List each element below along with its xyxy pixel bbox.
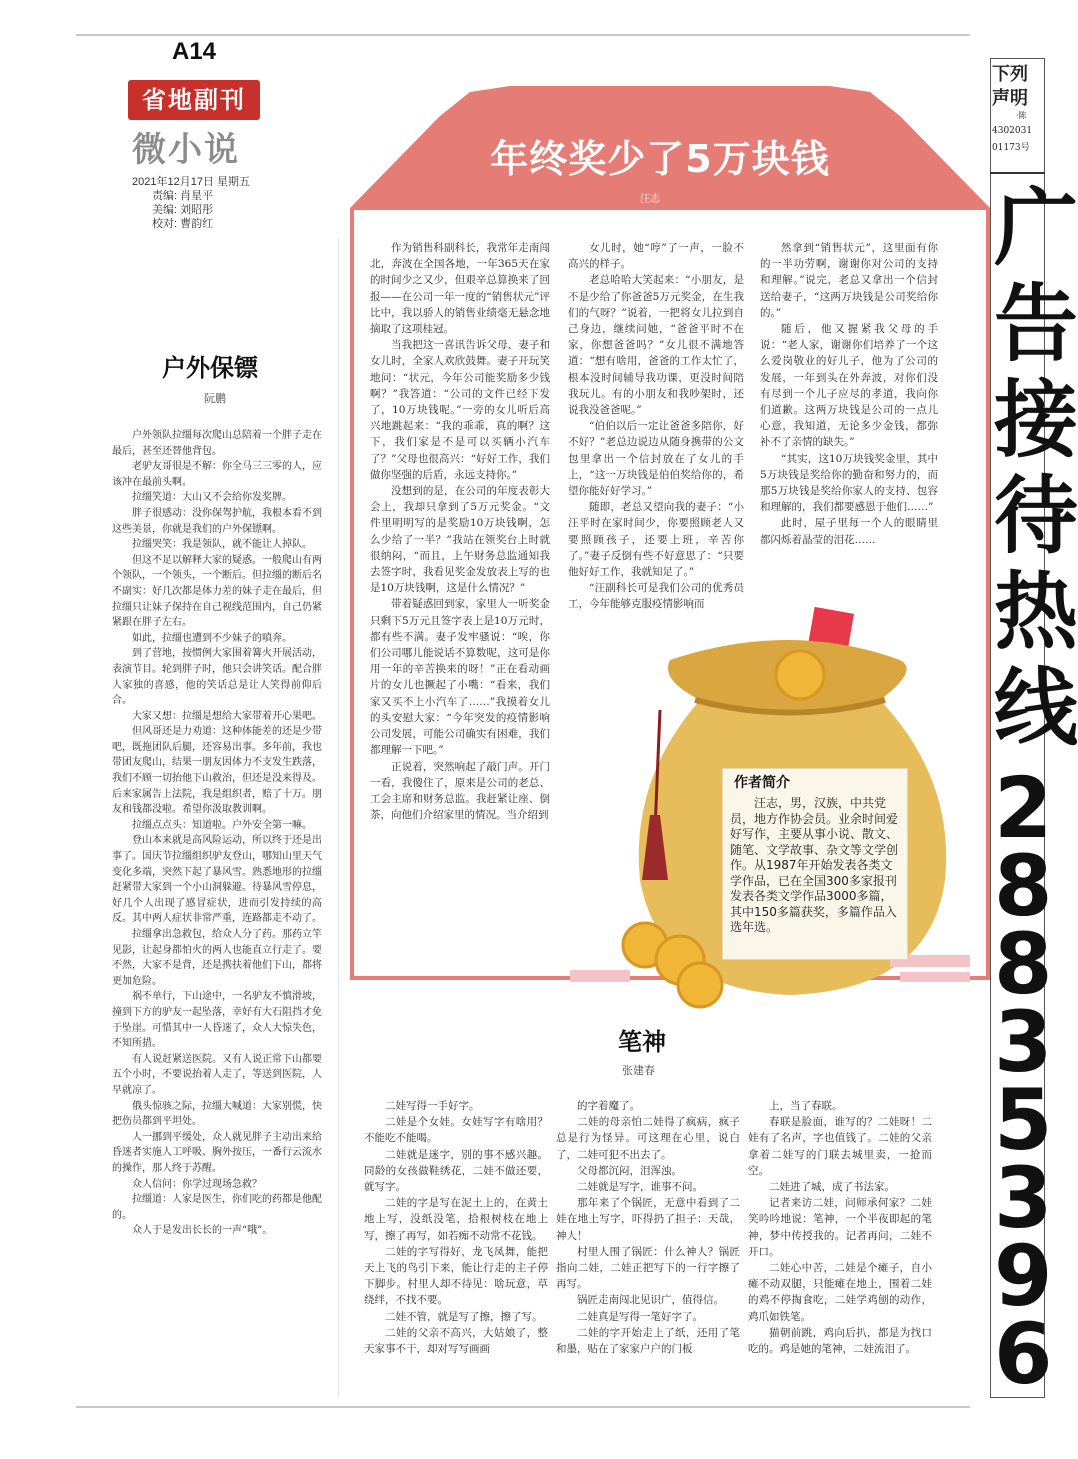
hotline-digit-7: 9 [994, 1227, 1053, 1325]
issue-date: 2021年12月17日 星期五 [132, 176, 250, 188]
hotline-digit-2: 8 [994, 837, 1053, 935]
hotline-char-3: 接 [994, 371, 1078, 469]
hotline-char-5: 热 [994, 563, 1078, 661]
adjacent-small-1: ·陈 [1016, 111, 1027, 120]
main-story-col-1: 作为销售科副科长，我常年走南闯北，奔波在全国各地，一年365天在家的时间少之又少，但艰辛总算换来了回报——在公司一年一度的“销售状元”评比中，我以骄人的销售业绩毫无悬念地摘取了这项桂冠。 当我把这一喜讯告诉父母、妻子和女儿时，全家人欢欣鼓舞。妻子开玩笑地问：“状元，今年公司能奖励多少钱啊？”我答道：“公司的文件已经下发了，10万块钱呢。”一旁的女儿听后高兴地跳起来：“我的乖乖，真的啊？这下，我们家是不是可以买辆小汽车了？”父母也很高兴：“好好工作，我们做你坚强的后盾，永远支持你。” 没想到的是，在公司的年度表彰大会上，我却只拿到了5万元奖金。“文件里明明写的是奖励10万块钱啊，怎么少给了一半？”我站在领奖台上时就很纳闷，“而且，上午财务总监通知我去签字时，我看见奖金发放表上写的也是10万块钱啊，这是什么情况？” 带着疑惑回到家，家里人一听奖金只剩下5万元且签字表上是10万元时，都有些不满。妻子发牢骚说：“唉，你们公司哪儿能说话不算数呢，这可是你用一年的辛苦换来的呀！”正在看动画片的女儿也撅起了小嘴：“看来，我们家又买不上小汽车了……”我摸着女儿的头安慰大家：“今年突发的疫情影响公司发展，可能公司确实有困难，我们都理解一下吧。” 正说着，突然响起了敲门声。开门一看，我傻住了，原来是公司的老总、工会主席和财务总监。我赶紧让座、倒茶，向他们介绍家里的情况。当介绍到 [370, 242, 550, 822]
bottom-story-col-2: 的字着魔了。 二娃的母亲怕二娃得了疯病，疯子总是行为怪异。可这理在心里，说白了，二娃可犯不出去了。 父母都沉闷，泪浑浊。 二娃就是写字，谁事不问。 那年来了个锅匠，无意中看到了二娃在地上写字，吓得扔了担子：天哉，神人！ 村里人围了锅匠：什么神人？锅匠指向二娃，二娃正把写下的一行字擦了再写。 锅匠走南闯北见识广，值得信。 二娃真是写得一笔好字了。 二娃的字开始走上了纸，还用了笔和墨，贴在了家家户户的门板 [556, 1100, 740, 1356]
page-number: A14 [172, 38, 217, 65]
proofreader-credit: 校对: 曹韵红 [152, 218, 214, 230]
bottom-story-col-1: 二娃写得一手好字。 二娃是个女娃。女娃写字有啥用？不能吃不能喝。 二娃就是迷字，别的事不感兴趣。同龄的女孩做鞋绣花，二娃不做还要，就写字。 二娃的字是写在泥土上的，在黄土地上写，没纸没笔，拾根树枝在地上写，擦了再写，如若痴不动常不花钱。 二娃的字写得好，龙飞凤舞，能把天上飞的鸟引下来，能让行走的主子停下脚步。村里人却不待见：啥玩意，草绕绊，不找不要。 二娃不管，就是写了擦，擦了写。 二娃的父亲不高兴，大姑娘了，整天家事不干，却对写写画画 [364, 1100, 548, 1356]
author-bio-text: 汪志，男，汉族，中共党员，地方作协会员。业余时间爱好写作，主要从事小说、散文、随笔、文学故事、杂文等文学创作。从1987年开始发表各类文学作品，已在全国300多家报刊发表各类文学作品3000多篇，其中150多篇获奖，多篇作品入选年选。 [730, 796, 899, 934]
section-brand: 省地副刊 [128, 80, 260, 120]
hotline-digit-8: 6 [994, 1305, 1053, 1403]
hotline-digit-1: 2 [994, 759, 1053, 857]
left-story-title: 户外保镖 [162, 354, 258, 382]
hotline-digit-4: 3 [994, 993, 1053, 1091]
editor-credit: 责编: 肖星平 [152, 190, 214, 202]
section-title: 微小说 [132, 130, 240, 170]
adjacent-rule [990, 172, 1045, 174]
adjacent-notice-line-1: 下列 [992, 64, 1028, 85]
story-title: 年终奖少了5万块钱 [490, 137, 830, 181]
main-story-col-3: 然拿到“销售状元”，这里面有你的一半功劳啊，谢谢你对公司的支持和理解。”说完，老总又拿出一个信封送给妻子，“这两万块钱是公司奖给你的。” 随后，他又握紧我父母的手说：“老人家，谢谢你们培养了一个这么爱岗敬业的好儿子，他为了公司的发展，一年到头在外奔波，对你们没有尽到一个儿子应尽的孝道，我向你们道歉。这两万块钱是公司的一点儿心意，我知道，无论多少金钱，都弥补不了亲情的缺失。” “其实，这10万块钱奖金里，其中5万块钱是奖给你的勤奋和努力的，而那5万块钱是奖给你家人的支持、包容和理解的，我们都要感恩于他们……” 此时，屋子里每一个人的眼睛里都闪烁着晶莹的泪花…… [760, 242, 938, 546]
column-divider [338, 238, 339, 1398]
adjacent-small-3: 01173号 [992, 143, 1030, 153]
story-author: 汪志 [640, 194, 660, 205]
bottom-story-col-3: 上，当了春联。 春联是脸面，谁写的？二娃呀！二娃有了名声，字也值钱了。二娃的父亲拿着二娃写的门联去城里卖，一抢而空。 二娃进了城，成了书法家。 记者来访二娃，问师承何家？二娃笑吟吟地说：笔神，一个半夜即起的笔神，梦中传授我的。记者再问，二娃不开口。 二娃心中苦，二娃是个瘫子，自小瘫不动双腿，只能瘫在地上，围着二娃的鸡不停掏食吃，二娃学鸡刨的动作，鸡爪如铁笔。 猫朝前跳，鸡向后扒，都是为找口吃的。鸡是她的笔神，二娃流泪了。 [748, 1100, 932, 1356]
author-bio-heading: 作者简介 [734, 775, 790, 791]
adjacent-small-2: 4302031 [992, 126, 1033, 136]
main-story-col-2: 女儿时，她“哼”了一声，一脸不高兴的样子。 老总哈哈大笑起来：“小朋友，是不是少给了你爸爸5万元奖金，在生我们的气呀？”说着，一把将女儿拉到自己身边，继续问她，“爸爸平时不在家，你想爸爸吗？”女儿很不满地答道：“想有啥用，爸爸的工作太忙了，根本没时间辅导我功课，更没时间陪我玩儿。有的小朋友和我吵架时，还说我没爸爸呢。” “伯伯以后一定让爸爸多陪你，好不好？”老总边说边从随身携带的公文包里拿出一个信封放在了女儿的手上，“这一万块钱是伯伯奖给你的，希望你能好好学习。” 随即，老总又望向我的妻子：“小汪平时在家时间少，你要照顾老人又要照顾孩子，还要上班，辛苦你了。”妻子反倒有些不好意思了：“只要他好好工作，我就知足了。” “汪副科长可是我们公司的优秀员工，今年能够克服疫情影响而 [568, 242, 744, 611]
hotline-digit-6: 3 [994, 1149, 1053, 1247]
hotline-digit-5: 5 [994, 1071, 1053, 1169]
hotline-digit-3: 8 [994, 915, 1053, 1013]
bottom-story-author: 张建春 [622, 1065, 655, 1077]
bottom-story-title: 笔神 [618, 1028, 666, 1056]
bottom-rule [76, 1406, 970, 1408]
hotline-char-4: 待 [994, 467, 1078, 565]
adjacent-notice-line-2: 声明 [992, 88, 1028, 109]
hotline-char-2: 告 [994, 275, 1078, 373]
hotline-char-6: 线 [994, 659, 1078, 757]
designer-credit: 美编: 刘昭彤 [152, 204, 214, 216]
left-story-author: 阮鹏 [204, 393, 226, 405]
left-story-body: 户外领队拉缰每次爬山总陪着一个胖子走在最后，甚至还替他背包。 老驴友哥很是不解：你全马三三零的人，应该冲在最前头啊。 拉缰笑道：大山又不会给你发奖牌。 胖子很感动：没你保驾护航，我根本看不到这些美景，你就是我们的户外保镖啊。 拉缰哭笑：我是领队，就不能让人掉队。 但这不足以解释大家的疑惑。一般爬山有两个领队，一个领头，一个断后。但拉缰的断后名不副实：好几次都是体力差的妹子走在最后，但拉缰只让妹子保持在自己视线范围内，自己仍紧紧跟在胖子左右。 如此，拉缰也遭到不少妹子的嗔奔。 到了营地，按惯例大家围着篝火开展活动，表演节目。轮到胖子时，他只会讲笑话。配合胖人家独的喜感，他的笑话总是让人笑得前仰后合。 大家又想：拉缰是想给大家带着开心果吧。 但风哥还是力劝道：这种体能差的还是少带吧，既拖团队后腿，还容易出事。多年前，我也带团友爬山，结果一朋友因体力不支发生跌落，我们不顾一切抬他下山救治，但还是没来得及。后来家属告上法院，我是组织者，赔了十万。朋友和钱都没啦。希望你汲取教训啊。 拉缰点点头：知道啦。户外安全第一嘛。 登山本来就是高风险运动，所以终于还是出事了。国庆节拉缰组织驴友登山，哪知山里天气变化多端，突然下起了暴风雪。熟悉地形的拉缰赶紧带大家到一个小山洞躲避。待暴风雪停息，好几个人出现了感冒症状，进而引发持续的高反。其中两人症状非常严重，连路都走不动了。 拉缰拿出急救包，给众人分了药。那药立竿见影，让起身都怕火的两人也能直立行走了。要不然，大家不是背，还是携扶着他们下山，都将更加危险。 祸不单行，下山途中，一名驴友不慎滑坡，撞到下方的驴友一起坠落，幸好有大石阻挡才免于坠崖。可惜其中一人昏迷了，众人大惊失色，不知所措。 有人说赶紧送医院。又有人说正常下山都要五个小时，不要说抬着人走了，等送到医院，人早就凉了。 俄头惊骇之际，拉缰大喊道：大家别慌，快把伤员都到平坦处。 人一挪到平缓处，众人就见胖子主动出来给昏迷者实施人工呼吸、胸外按压，一番行云流水的操作，那人终于苏醒。 众人信问：你学过现场急救？ 拉缰道：人家是医生，你们吃的药都是他配的。 众人于是发出长长的一声“哦”。 [112, 430, 322, 1237]
hotline-char-1: 广 [994, 179, 1078, 277]
top-rule [76, 34, 970, 36]
